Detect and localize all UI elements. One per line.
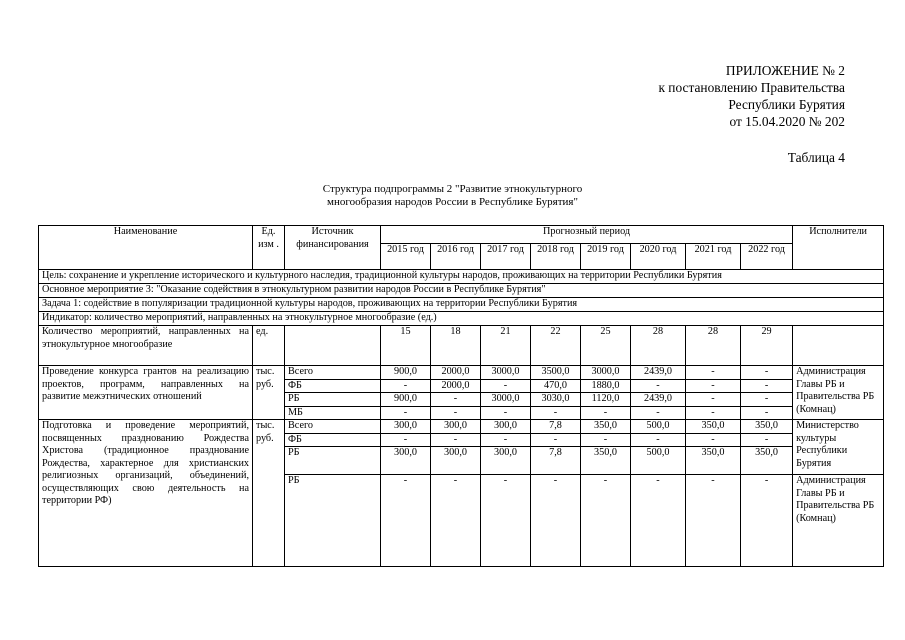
event2-value: -	[581, 433, 631, 447]
event1-value: -	[631, 379, 686, 393]
event2-source: РБ	[285, 447, 381, 475]
event2-value: 350,0	[741, 420, 793, 434]
event1-value: -	[481, 406, 531, 420]
event2-value: 300,0	[481, 420, 531, 434]
year-header: 2021 год	[686, 244, 741, 270]
event2-value: -	[581, 475, 631, 567]
event1-value: 1120,0	[581, 393, 631, 407]
event1-value: 3000,0	[481, 393, 531, 407]
event1-value: -	[686, 366, 741, 380]
event1-value: 2439,0	[631, 393, 686, 407]
event2-value: -	[631, 433, 686, 447]
indicator-row: Индикатор: количество мероприятий, направленных на этнокультурное многообразие (ед.)	[39, 312, 884, 326]
event2-value: 350,0	[581, 447, 631, 475]
event2-value: -	[431, 475, 481, 567]
event1-value: 3500,0	[531, 366, 581, 380]
event2-source: Всего	[285, 420, 381, 434]
header-name: Наименование	[39, 226, 253, 270]
event2-value: 500,0	[631, 447, 686, 475]
measure-row: Основное мероприятие 3: "Оказание содействия в этнокультурном развитии народов России в Республике Бурятия"	[39, 284, 884, 298]
event2-value: 350,0	[686, 447, 741, 475]
event2-executor-ministry: Министерство культуры Республики Бурятия	[793, 420, 884, 475]
count-source	[285, 326, 381, 366]
title-line-1: Структура подпрограммы 2 "Развитие этнокультурного	[322, 183, 583, 195]
republic-line: Республики Бурятия	[728, 97, 845, 112]
event2-value: 7,8	[531, 447, 581, 475]
event1-value: -	[431, 406, 481, 420]
event1-value: 900,0	[381, 366, 431, 380]
event2-value: 300,0	[431, 420, 481, 434]
count-value: 15	[381, 326, 431, 366]
event1-value: -	[741, 406, 793, 420]
count-value: 25	[581, 326, 631, 366]
count-value: 22	[531, 326, 581, 366]
event2-source: ФБ	[285, 433, 381, 447]
count-value: 29	[741, 326, 793, 366]
event2-value: 350,0	[581, 420, 631, 434]
appendix-title: ПРИЛОЖЕНИЕ № 2	[725, 63, 845, 78]
event2-executor-administration: Администрация Главы РБ и Правительства РБ (Комнац)	[793, 475, 884, 567]
event1-unit: тыс. руб.	[253, 366, 285, 420]
event2-value: 7,8	[531, 420, 581, 434]
event1-value: 3030,0	[531, 393, 581, 407]
event2-value: -	[381, 475, 431, 567]
goal-row: Цель: сохранение и укрепление исторического и культурного наследия, традиционной культуры народов, проживающих на территории Республики Бурятия	[39, 270, 884, 284]
event2-source: РБ	[285, 475, 381, 567]
event1-value: 470,0	[531, 379, 581, 393]
event2-value: -	[481, 433, 531, 447]
event2-value: -	[741, 475, 793, 567]
event1-value: -	[381, 406, 431, 420]
event1-value: -	[431, 393, 481, 407]
date-number-line: от 15.04.2020 № 202	[729, 114, 845, 129]
year-header: 2016 год	[431, 244, 481, 270]
count-value: 28	[686, 326, 741, 366]
year-header: 2020 год	[631, 244, 686, 270]
event2-unit: тыс. руб.	[253, 420, 285, 567]
event2-value: -	[431, 433, 481, 447]
event1-source: Всего	[285, 366, 381, 380]
header-unit: Ед. изм .	[253, 226, 285, 270]
event1-name: Проведение конкурса грантов на реализацию проектов, программ, направленных на развитие межэтнических отношений	[39, 366, 253, 420]
subprogram-table	[38, 225, 884, 567]
event2-value: 300,0	[431, 447, 481, 475]
table-label: Таблица 4	[787, 150, 845, 165]
event2-value: 350,0	[741, 447, 793, 475]
event2-value: -	[686, 475, 741, 567]
header-executors: Исполнители	[793, 226, 884, 270]
event2-value: 350,0	[686, 420, 741, 434]
count-unit: ед.	[253, 326, 285, 366]
event1-value: -	[581, 406, 631, 420]
event1-value: 2000,0	[431, 366, 481, 380]
year-header: 2018 год	[531, 244, 581, 270]
header-forecast-period: Прогнозный период	[381, 226, 793, 244]
event2-value: -	[481, 475, 531, 567]
year-header: 2019 год	[581, 244, 631, 270]
count-value: 21	[481, 326, 531, 366]
event1-value: -	[741, 366, 793, 380]
event1-value: 2000,0	[431, 379, 481, 393]
event1-value: -	[741, 393, 793, 407]
count-value: 28	[631, 326, 686, 366]
event1-value: 900,0	[381, 393, 431, 407]
event1-value: -	[686, 406, 741, 420]
event1-value: -	[631, 406, 686, 420]
event1-value: -	[741, 379, 793, 393]
event2-value: -	[531, 475, 581, 567]
event2-value: 300,0	[381, 447, 431, 475]
header-source: Источник финансирования	[285, 226, 381, 270]
event1-source: МБ	[285, 406, 381, 420]
task-row: Задача 1: содействие в популяризации традиционной культуры народов, проживающих на территории Республики Бурятия	[39, 298, 884, 312]
event2-value: 300,0	[481, 447, 531, 475]
year-header: 2022 год	[741, 244, 793, 270]
event2-value: -	[741, 433, 793, 447]
event2-name: Подготовка и проведение мероприятий, посвященных празднованию Рождества Христова (традиционное празднование Рождества, характерное для христианских религиозных организаций, объединений, осуществляющих свою деятельность на территории РФ)	[39, 420, 253, 567]
count-executor	[793, 326, 884, 366]
event1-value: -	[686, 379, 741, 393]
resolution-line: к постановлению Правительства	[658, 80, 845, 95]
table-row	[39, 326, 884, 366]
event1-value: -	[531, 406, 581, 420]
appendix-block	[658, 62, 845, 130]
event2-value: -	[686, 433, 741, 447]
event2-value: -	[531, 433, 581, 447]
event1-value: -	[686, 393, 741, 407]
year-header: 2015 год	[381, 244, 431, 270]
event2-value: 500,0	[631, 420, 686, 434]
table-row	[39, 420, 884, 434]
event2-value: -	[631, 475, 686, 567]
event1-value: 3000,0	[581, 366, 631, 380]
event1-value: 1880,0	[581, 379, 631, 393]
table-row	[39, 366, 884, 380]
document-title	[0, 183, 905, 209]
event2-value: 300,0	[381, 420, 431, 434]
event1-value: 2439,0	[631, 366, 686, 380]
event1-executor: Администрация Главы РБ и Правительства РБ (Комнац)	[793, 366, 884, 420]
count-value: 18	[431, 326, 481, 366]
event1-source: РБ	[285, 393, 381, 407]
year-header: 2017 год	[481, 244, 531, 270]
title-line-2: многообразия народов России в Республике Бурятия"	[327, 196, 578, 208]
event1-value: 3000,0	[481, 366, 531, 380]
event2-value: -	[381, 433, 431, 447]
event1-value: -	[481, 379, 531, 393]
count-name: Количество мероприятий, направленных на этнокультурное многообразие	[39, 326, 253, 366]
event1-source: ФБ	[285, 379, 381, 393]
event1-value: -	[381, 379, 431, 393]
